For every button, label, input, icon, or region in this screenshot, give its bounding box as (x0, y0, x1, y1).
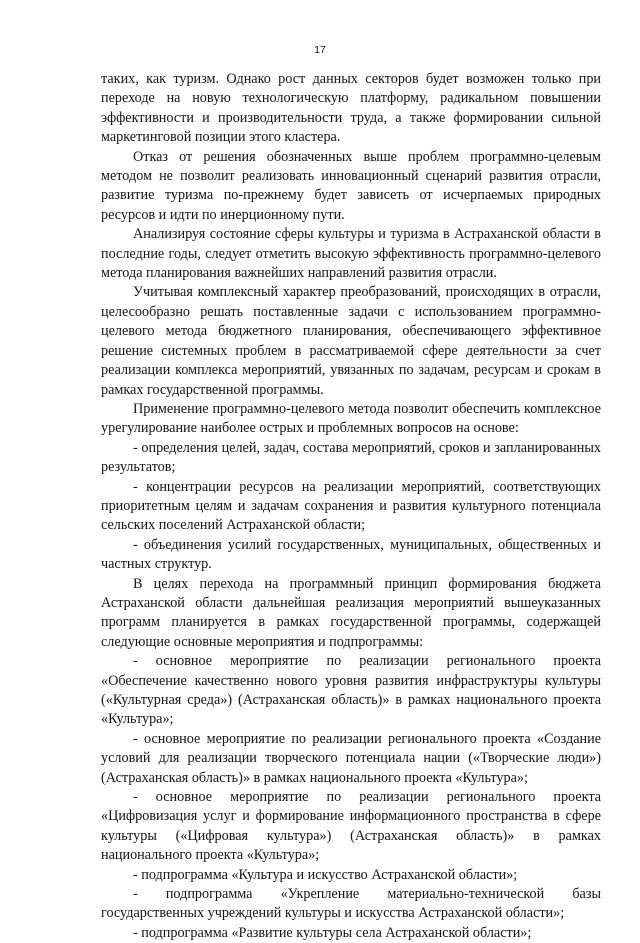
document-body (101, 70, 601, 943)
page-number: 17 (314, 44, 326, 56)
paragraph: Отказ от решения обозначенных выше проблем программно-целевым методом не позволит реализовать инновационный сценарий развития отрасли, развитие туризма по-прежнему будет зависеть от исчерпаемых природных ресурсов и идти по инерционному пути. (101, 148, 601, 223)
list-item: - основное мероприятие по реализации регионального проекта «Цифровизация услуг и формирование информационного пространства в сфере культуры («Цифровая культура») (Астраханская область)» в рамках национального проекта «Культура»; (101, 789, 601, 864)
paragraph: В целях перехода на программный принцип формирования бюджета Астраханской области дальнейшая реализация мероприятий вышеуказанных программ планируется в рамках государственной программы, содержащей следующие основные мероприятия и подпрограммы: (101, 575, 601, 650)
list-item: - объединения усилий государственных, муниципальных, общественных и частных структур. (101, 536, 601, 573)
list-item: - основное мероприятие по реализации регионального проекта «Создание условий для реализации творческого потенциала нации («Творческие люди») (Астраханская область)» в рамках национального проекта «Культура»; (101, 730, 601, 786)
list-item: - концентрации ресурсов на реализации мероприятий, соответствующих приоритетным целям и задачам сохранения и развития культурного потенциала сельских поселений Астраханской области; (101, 478, 601, 534)
list-item: - подпрограмма «Развитие культуры села Астраханской области»; (133, 924, 532, 941)
paragraph: Учитывая комплексный характер преобразований, происходящих в отрасли, целесообразно решать поставленные задачи с использованием программно-целевого метода бюджетного планирования, обеспечивающего эффективное решение системных проблем в рассматриваемой сфере деятельности за счет реализации комплекса мероприятий, увязанных по задачам, ресурсам и срокам в рамках государственной программы. (101, 284, 601, 398)
list-item: - основное мероприятие по реализации регионального проекта «Обеспечение качественно нового уровня развития инфраструктуры культуры («Культурная среда») (Астраханская область)» в рамках национального проекта «Культура»; (101, 653, 601, 728)
paragraph: Анализируя состояние сферы культуры и туризма в Астраханской области в последние годы, следует отметить высокую эффективность программно-целевого метода планирования важнейших направлений развития отрасли. (101, 226, 601, 282)
paragraph: Применение программно-целевого метода позволит обеспечить комплексное урегулирование наиболее острых и проблемных вопросов на основе: (101, 400, 601, 437)
paragraph-continuation: таких, как туризм. Однако рост данных секторов будет возможен только при переходе на новую технологическую платформу, радикальном повышении эффективности и производительности труда, а также формировании сильной маркетинговой позиции этого кластера. (101, 71, 601, 146)
list-item: - определения целей, задач, состава мероприятий, сроков и запланированных результатов; (101, 439, 601, 476)
list-item: - подпрограмма «Укрепление материально-технической базы государственных учреждений культуры и искусства Астраханской области»; (101, 886, 601, 922)
list-item: - подпрограмма «Культура и искусство Астраханской области»; (133, 866, 518, 883)
